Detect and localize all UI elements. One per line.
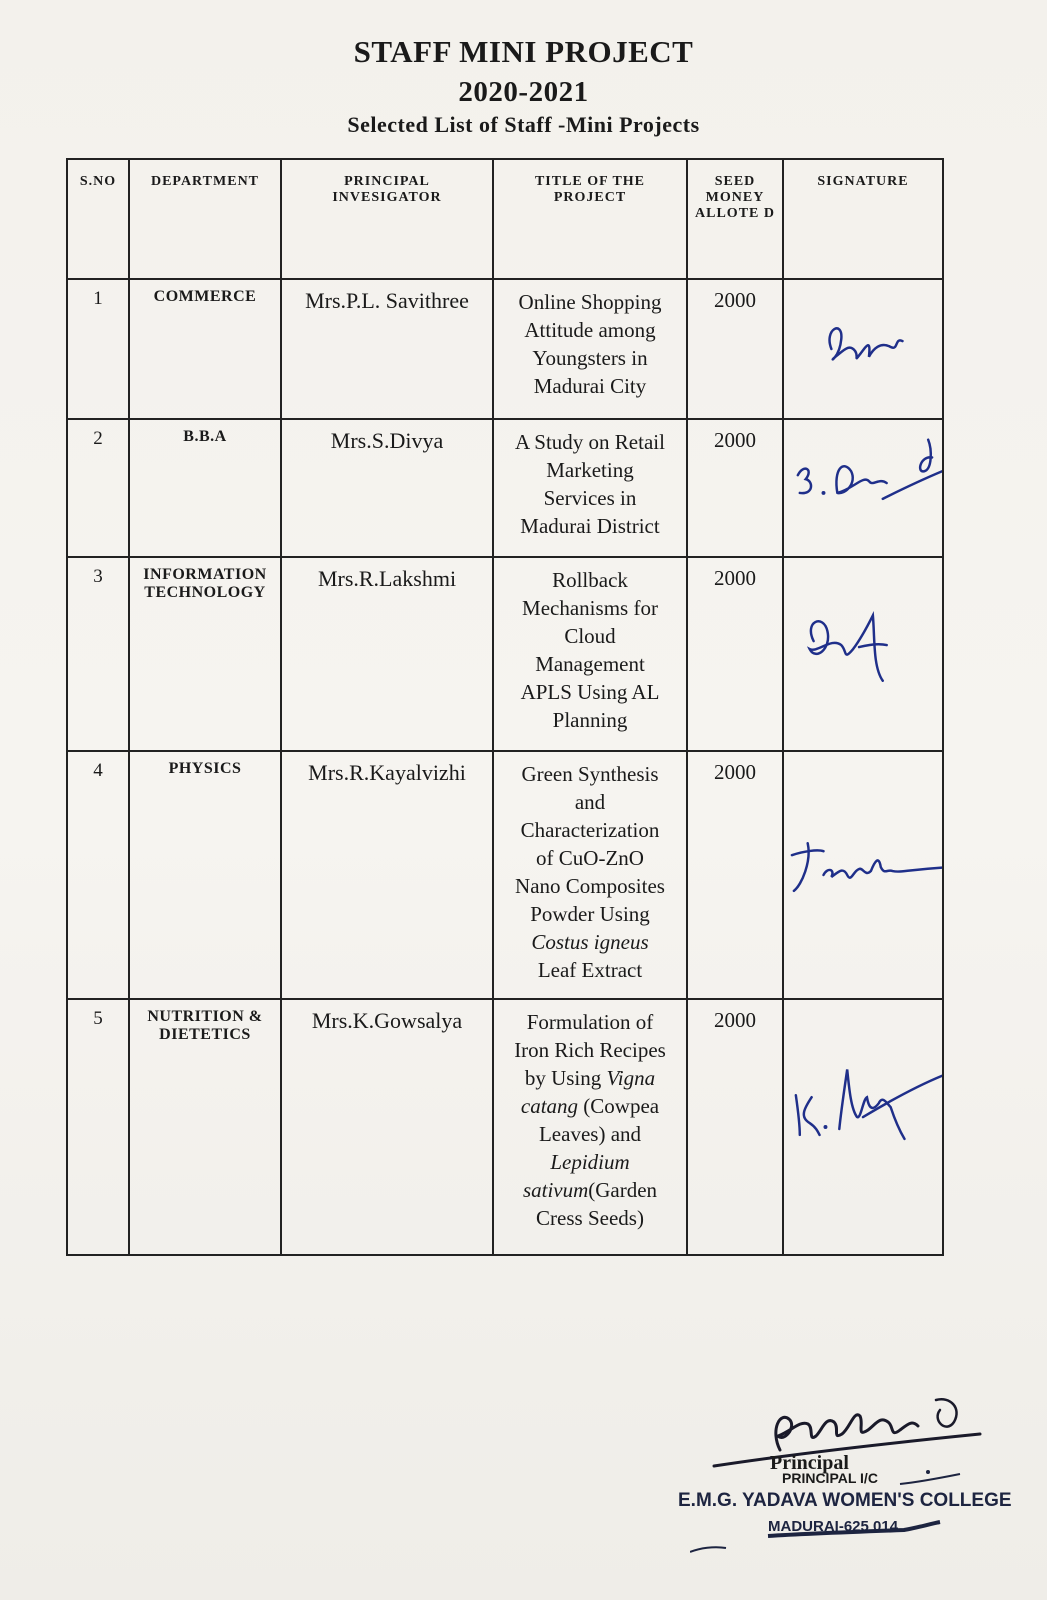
- title-line: Cress Seeds): [536, 1206, 644, 1230]
- title-text: (Garden: [588, 1178, 658, 1202]
- title-line: and: [574, 790, 606, 814]
- table-header-row: [67, 159, 943, 279]
- document-year: 2020-2021: [458, 76, 589, 108]
- row-seed-money: 2000: [687, 751, 783, 999]
- row-department: B.B.A: [129, 419, 281, 557]
- title-line: APLS Using AL: [520, 680, 660, 704]
- handwritten-signature: [784, 752, 942, 998]
- row-title: [493, 751, 687, 999]
- row-principal-investigator: Mrs.R.Lakshmi: [281, 557, 493, 751]
- row-seed-money: 2000: [687, 279, 783, 419]
- row-seed-money: 2000: [687, 999, 783, 1255]
- row-department: COMMERCE: [129, 279, 281, 419]
- principal-ic-stamp: PRINCIPAL I/C: [782, 1470, 878, 1486]
- title-line: Leaf Extract: [537, 958, 643, 982]
- title-line: Formulation of: [526, 1010, 654, 1034]
- header-signature: SIGNATURE: [783, 159, 943, 279]
- college-name-stamp: E.M.G. YADAVA WOMEN'S COLLEGE: [678, 1490, 1012, 1511]
- table-row: [67, 751, 943, 999]
- row-sno: 1: [67, 279, 129, 419]
- species-name: Lepidium: [550, 1150, 630, 1174]
- header-sno: S.NO: [67, 159, 129, 279]
- title-line: Powder Using: [530, 902, 650, 926]
- projects-table: [66, 158, 944, 1256]
- row-signature: [783, 999, 943, 1255]
- title-line: Characterization: [520, 818, 660, 842]
- row-sno: 2: [67, 419, 129, 557]
- title-line: Youngsters in: [532, 346, 648, 370]
- table-row: [67, 557, 943, 751]
- row-title: [493, 419, 687, 557]
- table-row: [67, 999, 943, 1255]
- title-line: Madurai District: [520, 514, 660, 538]
- title-line: Marketing: [546, 458, 634, 482]
- title-line: A Study on Retail: [515, 430, 665, 454]
- college-city-stamp: MADURAI-625 014.: [768, 1518, 903, 1535]
- row-department: PHYSICS: [129, 751, 281, 999]
- title-text: (Cowpea: [578, 1094, 660, 1118]
- title-line: Nano Composites: [515, 874, 665, 898]
- row-sno: 5: [67, 999, 129, 1255]
- row-principal-investigator: Mrs.K.Gowsalya: [281, 999, 493, 1255]
- row-signature: [783, 279, 943, 419]
- species-name: Vigna: [606, 1066, 656, 1090]
- row-principal-investigator: Mrs.R.Kayalvizhi: [281, 751, 493, 999]
- table-row: [67, 279, 943, 419]
- row-seed-money: 2000: [687, 419, 783, 557]
- title-line: Leaves) and: [538, 1122, 642, 1146]
- row-title: [493, 557, 687, 751]
- table-row: [67, 419, 943, 557]
- species-name: Costus igneus: [531, 930, 649, 954]
- title-line: Cloud: [564, 624, 616, 648]
- header-seed-money: SEED MONEY ALLOTE D: [687, 159, 783, 279]
- title-line: Mechanisms for: [522, 596, 658, 620]
- row-signature: [783, 419, 943, 557]
- title-line: [500, 1092, 680, 1120]
- header-department: DEPARTMENT: [129, 159, 281, 279]
- species-name: catang: [520, 1094, 579, 1118]
- handwritten-signature: [784, 558, 942, 750]
- document-subtitle: Selected List of Staff -Mini Projects: [347, 112, 700, 137]
- row-title: [493, 279, 687, 419]
- title-line: [500, 1148, 680, 1176]
- title-line: Green Synthesis: [521, 762, 659, 786]
- row-signature: [783, 557, 943, 751]
- species-name: sativum: [522, 1178, 589, 1202]
- title-text: by Using: [524, 1066, 607, 1090]
- row-seed-money: 2000: [687, 557, 783, 751]
- handwritten-signature: [784, 1000, 942, 1254]
- row-sno: 4: [67, 751, 129, 999]
- handwritten-signature: [784, 420, 942, 556]
- handwritten-signature: [784, 280, 942, 418]
- title-line: [500, 1064, 680, 1092]
- title-line: Management: [535, 652, 645, 676]
- title-line: of CuO-ZnO: [536, 846, 644, 870]
- row-title: [493, 999, 687, 1255]
- row-sno: 3: [67, 557, 129, 751]
- principal-label: Principal: [770, 1452, 849, 1474]
- row-department: NUTRITION & DIETETICS: [129, 999, 281, 1255]
- title-line: Madurai City: [533, 374, 647, 398]
- row-signature: [783, 751, 943, 999]
- title-line: [500, 928, 680, 956]
- title-line: Iron Rich Recipes: [514, 1038, 666, 1062]
- title-line: Services in: [543, 486, 637, 510]
- document-title: STAFF MINI PROJECT: [353, 34, 694, 69]
- row-principal-investigator: Mrs.P.L. Savithree: [281, 279, 493, 419]
- title-line: Rollback: [552, 568, 628, 592]
- title-line: Online Shopping: [518, 290, 662, 314]
- row-principal-investigator: Mrs.S.Divya: [281, 419, 493, 557]
- title-line: Planning: [552, 708, 628, 732]
- row-department: INFORMATION TECHNOLOGY: [129, 557, 281, 751]
- header-title: TITLE OF THE PROJECT: [493, 159, 687, 279]
- title-line: [500, 1176, 680, 1204]
- title-line: Attitude among: [524, 318, 656, 342]
- header-principal-investigator: PRINCIPAL INVESIGATOR: [281, 159, 493, 279]
